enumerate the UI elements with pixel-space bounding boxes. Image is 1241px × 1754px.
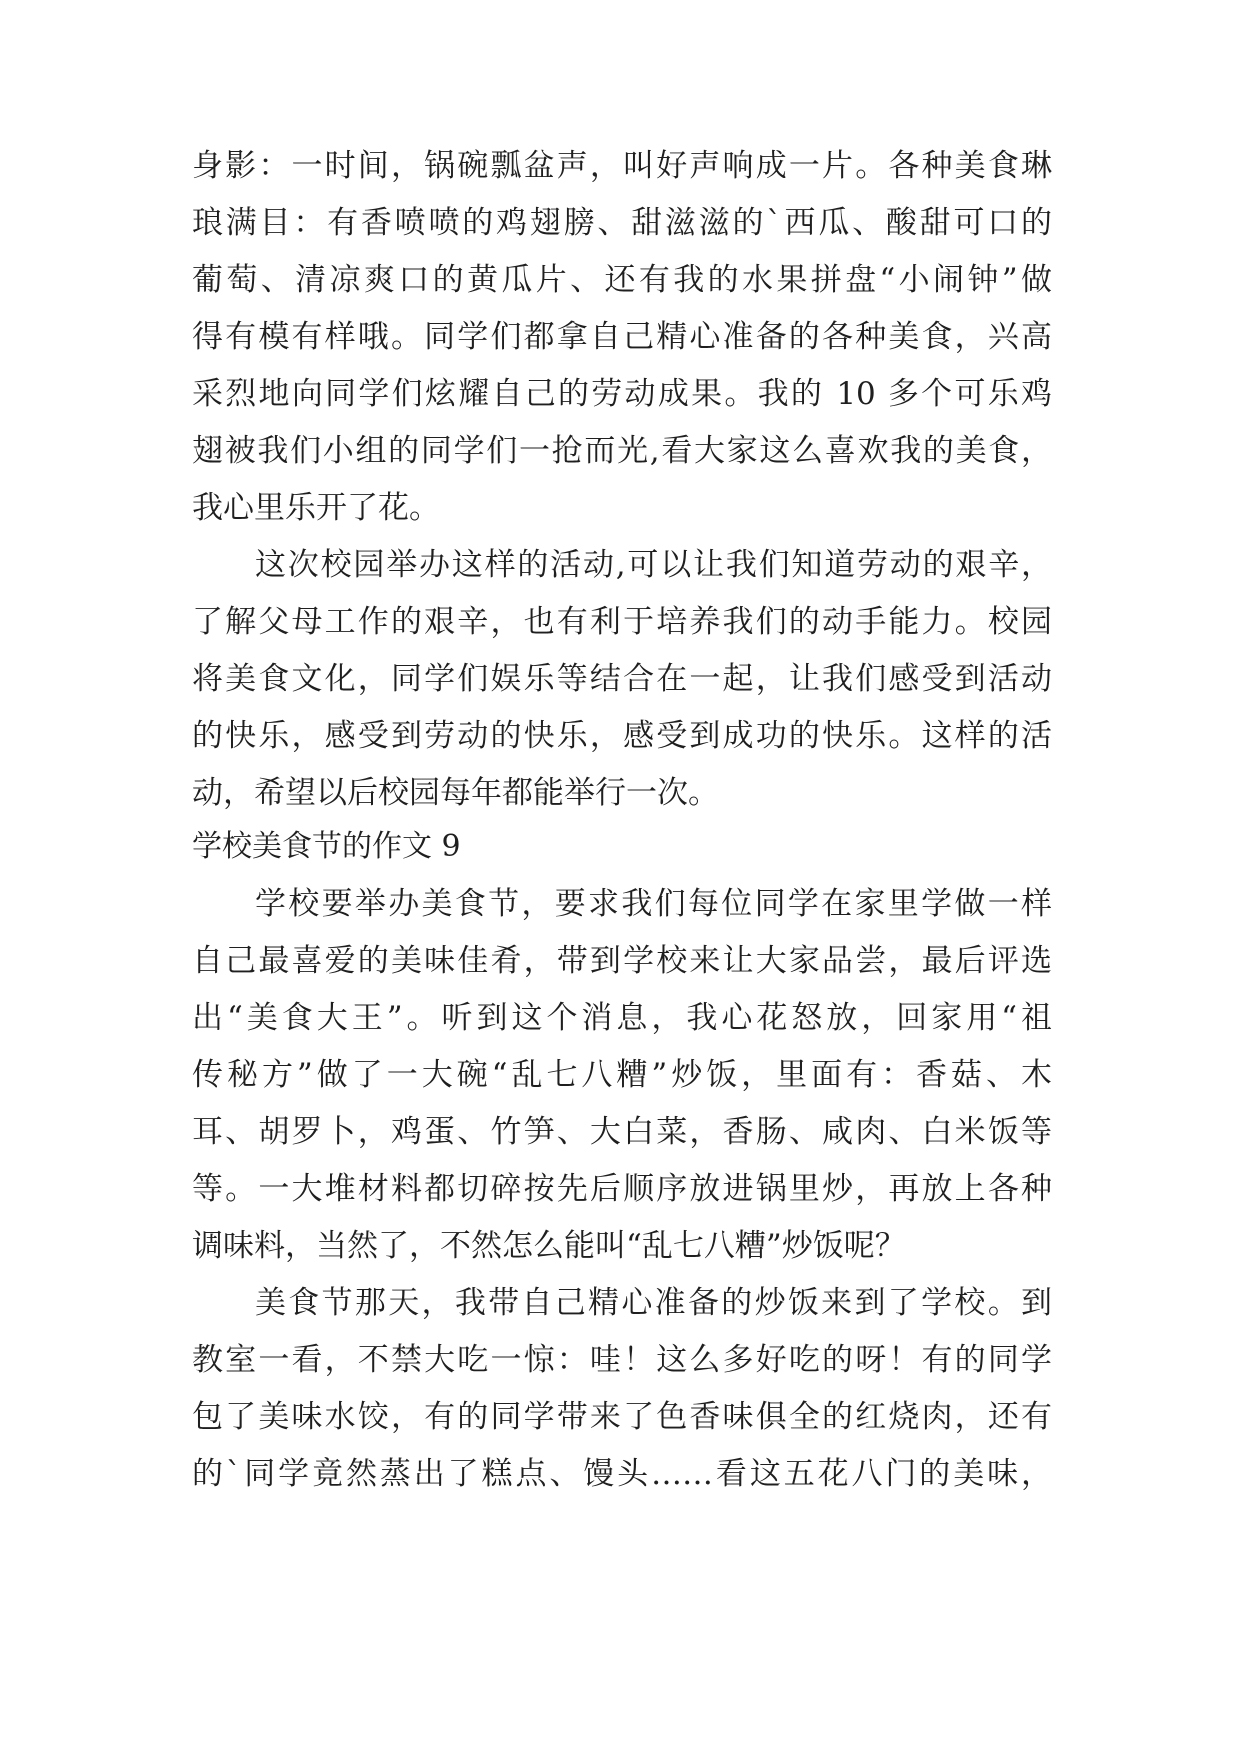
text-line: 传秘方”做了一大碗“乱七八糟”炒饭，里面有：香菇、木 xyxy=(192,1057,1052,1093)
text-line: 等。一大堆材料都切碎按先后顺序放进锅里炒，再放上各种 xyxy=(192,1171,1052,1207)
text-line: 琅满目：有香喷喷的鸡翅膀、甜滋滋的`西瓜、酸甜可口的 xyxy=(192,205,1052,241)
text-line: 这次校园举办这样的活动,可以让我们知道劳动的艰辛， xyxy=(255,547,1052,583)
text-line: 翅被我们小组的同学们一抢而光,看大家这么喜欢我的美食， xyxy=(192,433,1052,469)
section-heading: 学校美食节的作文 9 xyxy=(192,829,461,864)
text-line: 葡萄、清凉爽口的黄瓜片、还有我的水果拼盘“小闹钟”做 xyxy=(192,262,1052,298)
text-line: 的快乐，感受到劳动的快乐，感受到成功的快乐。这样的活 xyxy=(192,718,1052,754)
text-line: 动，希望以后校园每年都能举行一次。 xyxy=(192,775,719,811)
text-line: 教室一看，不禁大吃一惊：哇！这么多好吃的呀！有的同学 xyxy=(192,1342,1052,1378)
text-line: 自己最喜爱的美味佳肴，带到学校来让大家品尝，最后评选 xyxy=(192,943,1052,979)
text-line: 我心里乐开了花。 xyxy=(192,490,440,526)
text-line: 学校要举办美食节，要求我们每位同学在家里学做一样 xyxy=(255,886,1052,922)
text-line: 采烈地向同学们炫耀自己的劳动成果。我的 10 多个可乐鸡 xyxy=(192,376,1052,412)
text-line: 了解父母工作的艰辛，也有利于培养我们的动手能力。校园 xyxy=(192,604,1052,640)
text-line: 出“美食大王”。听到这个消息，我心花怒放，回家用“祖 xyxy=(192,1000,1052,1036)
text-line: 耳、胡罗卜，鸡蛋、竹笋、大白菜，香肠、咸肉、白米饭等 xyxy=(192,1114,1052,1150)
text-line: 身影：一时间，锅碗瓢盆声，叫好声响成一片。各种美食琳 xyxy=(192,148,1052,184)
text-line: 将美食文化，同学们娱乐等结合在一起，让我们感受到活动 xyxy=(192,661,1052,697)
text-line: 的`同学竟然蒸出了糕点、馒头……看这五花八门的美味， xyxy=(192,1456,1052,1492)
text-line: 美食节那天，我带自己精心准备的炒饭来到了学校。到 xyxy=(255,1285,1052,1321)
text-line: 得有模有样哦。同学们都拿自己精心准备的各种美食，兴高 xyxy=(192,319,1052,355)
text-line: 包了美味水饺，有的同学带来了色香味俱全的红烧肉，还有 xyxy=(192,1399,1052,1435)
text-line: 调味料，当然了，不然怎么能叫“乱七八糟”炒饭呢？ xyxy=(192,1228,906,1264)
